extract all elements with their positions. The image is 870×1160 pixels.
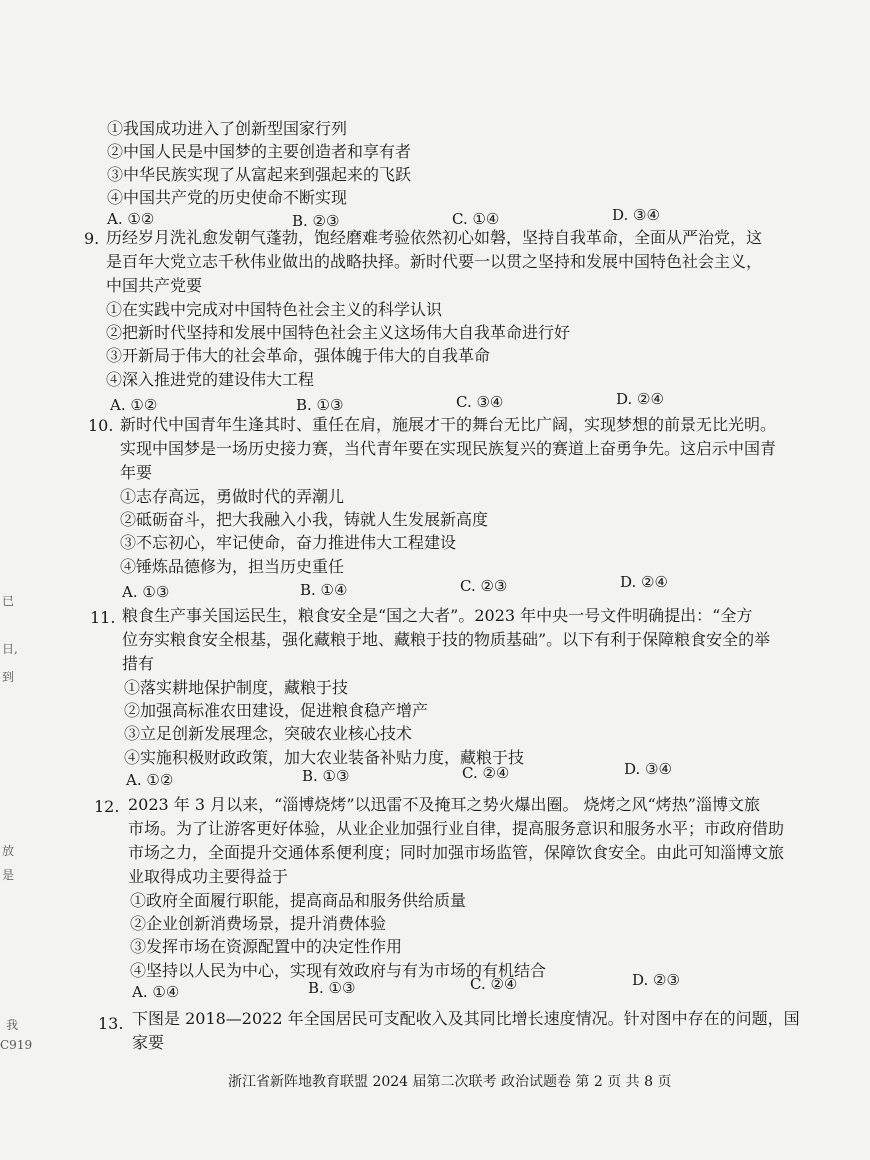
q8-item-1: ①我国成功进入了创新型国家行列 — [107, 119, 348, 138]
q12-option-a: A. ①④ — [132, 983, 180, 1001]
q12-option-d: D. ②③ — [632, 971, 680, 989]
q11-option-b: B. ①③ — [302, 767, 350, 785]
q11-item-4: ④实施积极财政政策，加大农业装备补贴力度，藏粮于技 — [124, 748, 525, 767]
q9-item-2: ②把新时代坚持和发展中国特色社会主义这场伟大自我革命进行好 — [106, 323, 571, 342]
margin-fragment: 是 — [2, 868, 15, 882]
q9-option-b: B. ①③ — [296, 396, 344, 414]
q12-item-2: ②企业创新消费场景，提升消费体验 — [130, 914, 387, 933]
q13-stem-line: 下图是 2018—2022 年全国居民可支配收入及其同比增长速度情况。针对图中存在的问题，国 — [132, 1009, 800, 1028]
q9-item-1: ①在实践中完成对中国特色社会主义的科学认识 — [106, 300, 443, 319]
q8-option-a: A. ①② — [107, 210, 155, 228]
q9-option-c: C. ③④ — [456, 393, 504, 411]
q8-option-d: D. ③④ — [612, 206, 660, 224]
q8-item-4: ④中国共产党的历史使命不断实现 — [107, 188, 348, 207]
q12-stem-line: 业取得成功主要得益于 — [128, 867, 289, 886]
q9-item-4: ④深入推进党的建设伟大工程 — [106, 370, 315, 389]
q10-stem-line: 新时代中国青年生逢其时、重任在肩，施展才干的舞台无比广阔，实现梦想的前景无比光明。 — [120, 415, 777, 434]
q12-stem-line: 市场之力，全面提升交通体系便利度；同时加强市场监管，保障饮食安全。由此可知淄博文旅 — [128, 843, 785, 862]
margin-fragment: 我 — [6, 1018, 19, 1032]
q8-option-b: B. ②③ — [292, 212, 340, 230]
q12-item-3: ③发挥市场在资源配置中的决定性作用 — [130, 937, 403, 956]
q11-option-d: D. ③④ — [624, 760, 672, 778]
q12-number: 12. — [94, 797, 120, 816]
margin-fragment: 放 — [2, 844, 15, 858]
q12-stem-line: 2023 年 3 月以来，“淄博烧烤”以迅雷不及掩耳之势火爆出圈。 烧烤之风“烤热”淄博文旅 — [128, 795, 760, 814]
q11-option-c: C. ②④ — [462, 764, 510, 782]
q11-item-3: ③立足创新发展理念，突破农业核心技术 — [124, 724, 413, 743]
q10-item-2: ②砥砺奋斗，把大我融入小我，铸就人生发展新高度 — [120, 510, 489, 529]
q9-option-d: D. ②④ — [616, 390, 664, 408]
q10-item-4: ④锤炼品德修为，担当历史重任 — [120, 557, 345, 576]
page-footer: 浙江省新阵地教育联盟 2024 届第二次联考 政治试题卷 第 2 页 共 8 页 — [228, 1074, 672, 1090]
margin-fragment: 已 — [2, 594, 15, 608]
q9-stem-line: 中国共产党要 — [106, 276, 203, 295]
q10-number: 10. — [88, 416, 114, 435]
q12-option-c: C. ②④ — [470, 975, 518, 993]
q11-stem-line: 位夯实粮食安全根基，强化藏粮于地、藏粮于技的物质基础”。以下有利于保障粮食安全的举 — [122, 630, 771, 649]
q12-item-4: ④坚持以人民为中心，实现有效政府与有为市场的有机结合 — [130, 961, 547, 980]
q9-number: 9. — [84, 229, 100, 248]
q10-option-b: B. ①④ — [300, 581, 348, 599]
q13-number: 13. — [98, 1014, 124, 1033]
q11-stem-line: 粮食生产事关国运民生，粮食安全是“国之大者”。2023 年中央一号文件明确提出：“全方 — [122, 606, 753, 625]
q8-item-2: ②中国人民是中国梦的主要创造者和享有者 — [107, 142, 412, 161]
q9-stem-line: 历经岁月洗礼愈发朝气蓬勃，饱经磨难考验依然初心如磐，坚持自我革命，全面从严治党，这 — [106, 228, 763, 247]
q10-stem-line: 实现中国梦是一场历史接力赛，当代青年要在实现民族复兴的赛道上奋勇争先。这启示中国青 — [120, 439, 777, 458]
q10-item-3: ③不忘初心，牢记使命，奋力推进伟大工程建设 — [120, 533, 457, 552]
q8-option-c: C. ①④ — [452, 210, 500, 228]
q11-option-a: A. ①② — [126, 771, 174, 789]
q10-option-d: D. ②④ — [620, 573, 668, 591]
q9-item-3: ③开新局于伟大的社会革命，强体魄于伟大的自我革命 — [106, 346, 491, 365]
margin-fragment: 日, — [2, 642, 18, 656]
q9-stem-line: 是百年大党立志千秋伟业做出的战略抉择。新时代要一以贯之坚持和发展中国特色社会主义， — [106, 252, 763, 271]
q13-stem-line: 家要 — [132, 1033, 165, 1052]
q11-stem-line: 措有 — [122, 654, 155, 673]
q8-item-3: ③中华民族实现了从富起来到强起来的飞跃 — [107, 165, 412, 184]
margin-fragment: 到 — [2, 670, 15, 684]
q11-item-2: ②加强高标准农田建设，促进粮食稳产增产 — [124, 701, 429, 720]
q12-item-1: ①政府全面履行职能，提高商品和服务供给质量 — [130, 891, 467, 910]
q10-stem-line: 年要 — [120, 463, 153, 482]
q10-option-c: C. ②③ — [460, 577, 508, 595]
margin-fragment: C919 — [0, 1038, 33, 1052]
q9-option-a: A. ①② — [110, 396, 158, 414]
q11-item-1: ①落实耕地保护制度，藏粮于技 — [124, 678, 349, 697]
q12-option-b: B. ①③ — [308, 979, 356, 997]
q10-item-1: ①志存高远，勇做时代的弄潮儿 — [120, 487, 345, 506]
q11-number: 11. — [90, 608, 116, 627]
q12-stem-line: 市场。为了让游客更好体验，从业企业加强行业自律，提高服务意识和服务水平；市政府借助 — [128, 819, 785, 838]
q10-option-a: A. ①③ — [122, 583, 170, 601]
